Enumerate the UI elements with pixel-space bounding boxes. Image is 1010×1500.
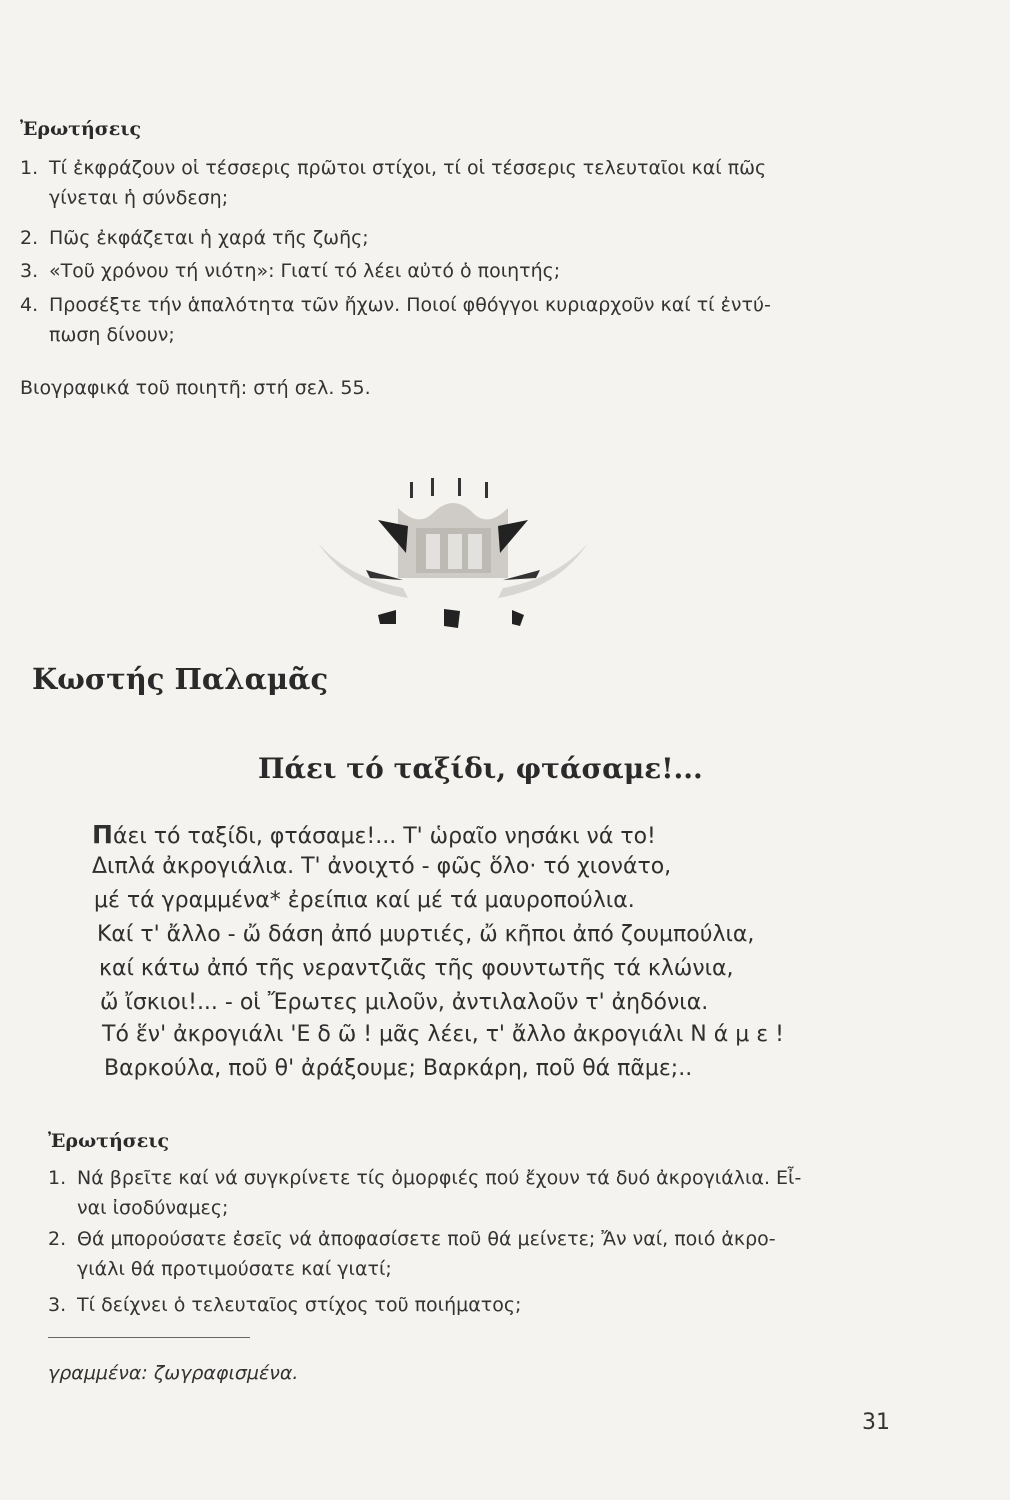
poem-line-5: καί κάτω ἀπό τῆς νεραντζιᾶς τῆς φουντωτῆς τά κλώνια, [99,956,734,981]
poem-line-2: Διπλά ἀκρογιάλια. Τ' ἀνοιχτό - φῶς ὅλο· τό χιονάτο, [92,854,672,879]
page-number: 31 [862,1410,890,1435]
poem-line-text: άει τό ταξίδι, φτάσαμε!... Τ' ὡραῖο νησάκι νά το! [112,824,656,849]
drop-cap: Π [92,820,113,849]
question-number: 2. [48,1228,67,1250]
poem-line-6: ὤ ἴσκιοι!... - οἱ Ἔρωτες μιλοῦν, ἀντιλαλοῦν τ' ἀηδόνια. [100,990,709,1015]
question-line: Νά βρεῖτε καί νά συγκρίνετε τίς ὀμορφιές πού ἔχουν τά δυό ἀκρογιάλια. Εἶ- [77,1167,802,1189]
poem-line-7: Τό ἕν' ἀκρογιάλι 'Ε δ ῶ ! μᾶς λέει, τ' ἄλλο ἀκρογιάλι Ν ά μ ε ! [102,1022,784,1047]
question-line: Πῶς ἐκφάζεται ἡ χαρά τῆς ζωῆς; [49,227,369,249]
question-line: πωση δίνουν; [49,324,175,346]
question-line: «Τοῦ χρόνου τή νιότη»: Γιατί τό λέει αὐτό ὁ ποιητής; [49,260,561,282]
question-2-3 [48,1292,898,1320]
question-1-3 [20,258,880,286]
question-2-2 [48,1226,898,1284]
question-2-1 [48,1165,898,1223]
questions-heading-2: Ἐρωτήσεις [48,1130,170,1152]
author-name: Κωστής Παλαμᾶς [32,662,329,696]
question-line: Τί δείχνει ὁ τελευταῖος στίχος τοῦ ποιήματος; [77,1294,522,1316]
lotus-crown-ornament-icon [308,468,598,638]
question-line: ναι ἰσοδύναμες; [77,1197,229,1219]
question-number: 4. [20,294,39,316]
biography-note: Βιογραφικά τοῦ ποιητῆ: στή σελ. 55. [20,377,371,399]
question-number: 2. [20,227,39,249]
question-1-1 [20,155,880,211]
poem-line-8: Βαρκούλα, ποῦ θ' ἀράξουμε; Βαρκάρη, ποῦ θά πᾶμε;.. [104,1056,693,1081]
question-line: Προσέξτε τήν ἁπαλότητα τῶν ἤχων. Ποιοί φθόγγοι κυριαρχοῦν καί τί ἐντύ- [49,294,771,316]
question-1-2 [20,225,880,253]
question-line: γιάλι θά προτιμούσατε καί γιατί; [77,1258,392,1280]
question-line: γίνεται ἡ σύνδεση; [49,187,229,209]
poem-line-4: Καί τ' ἄλλο - ὤ δάση ἀπό μυρτιές, ὤ κῆποι ἀπό ζουμπούλια, [97,922,755,947]
question-number: 1. [20,157,39,179]
poem-title: Πάει τό ταξίδι, φτάσαμε!... [258,752,703,785]
question-line: Τί ἐκφράζουν οἱ τέσσερις πρῶτοι στίχοι, τί οἱ τέσσερις τελευταῖοι καί πῶς [49,157,767,179]
question-1-4 [20,292,880,350]
question-number: 3. [48,1294,67,1316]
question-line: Θά μπορούσατε ἐσεῖς νά ἀποφασίσετε ποῦ θά μείνετε; Ἄν ναί, ποιό ἀκρο- [77,1228,776,1250]
question-number: 3. [20,260,39,282]
footnote-divider [48,1337,250,1338]
poem-line-1 [92,820,656,849]
poem-line-3: μέ τά γραμμένα* ἐρείπια καί μέ τά μαυροπούλια. [94,888,635,913]
question-number: 1. [48,1167,67,1189]
questions-heading-1: Ἐρωτήσεις [20,118,142,140]
footnote: γραμμένα: ζωγραφισμένα. [48,1362,299,1384]
